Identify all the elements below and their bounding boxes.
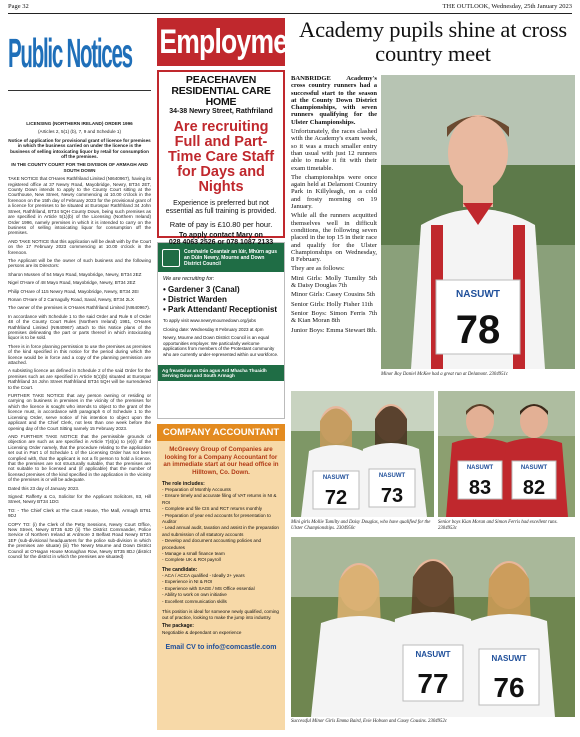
notice-paragraph: The Applicant will be the owner of such business and the following persons are its Directors: (8, 257, 151, 269)
bib-number: 76 (493, 672, 525, 703)
notice-title: LICENSING (NORTHERN IRELAND) ORDER 1996 (26, 121, 133, 126)
list-item: - Develop and document accounting policies and procedures (162, 538, 280, 551)
notice-paragraph: FURTHER TAKE NOTICE that any person owning or residing or carrying on business in premises in the vicinity of the premises for which the licence is sought who intends to object to the grant of the licence must, in accordance with paragraph 6 of Schedule 1 to the Licensing Order, serve notice of his intention to object upon the applicant and the Chief Clerk, not less than one week before the opening day of the Court Sitting namely 15 February 2023. (8, 393, 151, 431)
care-home-name: PEACEHAVEN RESIDENTIAL CARE HOME (159, 72, 283, 108)
accountant-intro: McGreevy Group of Companies are looking for a Company Accountant for an immediate start at our head office in Hilltown, Co. Down. (163, 446, 279, 476)
bib-brand: NASUWT (415, 650, 451, 659)
bib-number: 73 (380, 485, 404, 507)
package-text: Negotiable & dependant on experience (162, 630, 242, 636)
list-item: - ACA / ACCA qualified - Ideally 2+ years (162, 573, 280, 579)
photo-caption: Mini girls Mollie Tumilty and Daisy Douglas, who have qualified for the Ulster Championships. 2304950c (291, 520, 431, 531)
list-item: - Ensure timely and accurate filing of VAT returns in NI & ROI (162, 493, 280, 506)
council-equal: Newry, Mourne and Down District Council is an equal opportunities employer. We particularly welcome applications from members of the Protestant community who are currently under-represented within our workforce. (163, 335, 279, 357)
story-paragraph: Senior Boys: Simon Ferris 7th & Kian Moran 8th (291, 309, 377, 325)
accountant-ad (157, 424, 285, 730)
accountant-title: COMPANY ACCOUNTANT (157, 424, 285, 441)
public-notices-column (8, 18, 151, 730)
photo-minor-girls (291, 537, 575, 717)
council-header (158, 243, 284, 272)
story-paragraph: Junior Boys: Emma Stewart 8th. (291, 326, 377, 334)
story-paragraph: While all the runners acquitted themselves well in difficult conditions, the following seven placed in the top 15 in their race and qualify for the Ulster Championships on Wednesday, 8 February. (291, 212, 377, 264)
council-closing: Closing date: Wednesday 8 February 2023 at 4pm (163, 326, 264, 332)
public-notices-banner: Public Notices (8, 18, 153, 88)
list-item: - Experience with SAGE / MS Office essential (162, 586, 280, 592)
package-heading: The package: (162, 623, 194, 630)
list-item: - Experience in NI & ROI (162, 579, 280, 585)
photo-senior-boys (438, 391, 575, 517)
story-paragraph: Unfortunately, the races clashed with the Academy's exam week, so it was a much smaller entry than usual with just 12 runners able to make it fit with their exam timetable. (291, 128, 377, 172)
council-job-label: Gardener 3 (Canal) (168, 285, 240, 294)
council-job-label: District Warden (168, 295, 227, 304)
bib-brand: NASUWT (378, 473, 406, 479)
photo-minor-boy (381, 75, 575, 369)
bib-brand: NASUWT (322, 475, 350, 481)
roles-heading: The role includes: (162, 481, 205, 487)
notice-paragraph: Ronan O'Hare of 2 Carnagully Road, Saval, Newry, BT34 2LX (8, 296, 134, 302)
care-home-phones: 028 4063 2526 or 078 1087 2133 (168, 239, 274, 246)
list-item: - Preparation of year end accounts for presentation to Auditor (162, 513, 280, 526)
bib-number: 72 (324, 487, 348, 509)
notice-court: IN THE COUNTY COURT FOR THE DIVISION OF ARMAGH AND SOUTH DOWN (11, 162, 148, 173)
accountant-email: Email CV to info@comcastle.com (165, 643, 277, 651)
bib-brand: NASUWT (520, 465, 548, 471)
divider (8, 90, 151, 91)
notice-paragraph: In accordance with Schedule 1 to the said Order and Rule 6 of Order 48 of the County Court Rules (Northern Ireland) 1981, O'Hares Rathfriland Limited (NI640967) attach to this Notice plans of the premises delineating the part or parts thereof in which intoxicating liquor is to be sold. (8, 313, 151, 341)
notice-paragraph: Dated this 23 day of January 2023. (8, 485, 80, 491)
notice-paragraph: Philip O'Hare of 115 Newry Road, Mayobridge, Newry, BT34 2EI (8, 288, 139, 294)
employment-column (157, 18, 311, 730)
notice-paragraph: AND FURTHER TAKE NOTICE that the permissible grounds of objection are such as are specified in Article 7(4)(a) to (e)(i) of the Licensing Order namely, that the procedure relating to the application set out in Part 1 of Schedule 1 of the Licensing Order has not been complied with, that the applicant is not a fit person to hold a licence, that the premises are not structurally suitable, that the premises are not suitable to be licensed and (if applicable) that the number of licensed premises of the kind specified in the application in the vicinity of the premises is or will be adequate. (8, 433, 151, 483)
bib-number: 82 (522, 477, 546, 499)
care-home-rate: Rate of pay is £10.80 per hour. (169, 220, 273, 229)
notice-subtitle: (Articles 2, 5(1) (b), 7, 9 and Schedule 1) (38, 129, 121, 135)
story-paragraph: The championships were once again held at Delamont Country Park in Killyleagh, on a cold and frosty morning on 19 January. (291, 173, 377, 211)
council-apply: To apply visit www.newrymournedown.org/jobs (163, 318, 257, 323)
bib-number: 78 (455, 308, 501, 352)
list-item: - Manage a small finance team (162, 551, 280, 557)
page-number: Page 32 (8, 3, 29, 10)
council-footer: Ag freastal ar an Dún agus Ard Mhacha Thuaidh Serving Down and South Armagh (158, 365, 284, 381)
roles-list (162, 487, 280, 564)
council-job: • Gardener 3 (Canal) (163, 285, 240, 294)
notice-paragraph: There is in force planning permission to use the premises as premises of the kind specified in this notice for the period during which the licence would be in force and a copy of the planning permission are attached. (8, 343, 151, 366)
council-job-label: Park Attendant/ Receptionist (168, 305, 278, 314)
employment-banner (157, 18, 311, 66)
photo-minor-boy-illustration (381, 75, 575, 369)
council-ad (157, 242, 285, 419)
list-item: - Lead annual audit, taxation and assist in the preparation and submission of all statutory accounts (162, 525, 280, 538)
care-home-experience: Experience is preferred but not essential as full training is provided. (165, 200, 277, 215)
council-name: Comhairle Ceantair an Iúir, Mhúrn agus an Dúin Newry, Mourne and Down District Council (184, 248, 278, 267)
photo-mini-girls (291, 391, 434, 517)
photo-caption: Minor Boy Daniel McKee had a great run at Delamont. 2304951c (381, 372, 509, 377)
accountant-ideal: This position is ideal for someone newly qualified, coming out of practice, looking to make the jump into industry. (162, 608, 279, 620)
photo-minor-girls-illustration (291, 537, 575, 717)
bib-number: 83 (468, 477, 492, 499)
photo-senior-boys-illustration (438, 391, 575, 517)
paper-dateline: THE OUTLOOK, Wednesday, 25th January 2023 (442, 3, 572, 10)
story-paragraph: Mini Girls: Molly Tumilty 5th & Daisy Douglas 7th (291, 274, 377, 290)
photo-mini-girls-illustration (291, 391, 434, 517)
bib-brand: NASUWT (491, 654, 527, 663)
licensing-notice (8, 121, 151, 559)
notice-paragraph: COPY TO: (i) the Clerk of the Petty Sessions, Newry Court Office, New Street, Newry BT35 6JD (ii) The District Commander, Police Service of Northern Ireland at Ardmore 3 Belfast Road Newry BT34 1EF (sub-divisional headquarters for the police sub-division in which the premises are situate) (iii) The Newry Mourne and Down District Council at O'Hagan House Monaghan Row, Newry BT35 8DJ (district council for the district in which the premises are situated) (8, 521, 151, 560)
notice-paragraph: A subsisting licence as defined in Schedule 2 of the said Order for the premises such as are specified in Article 5(1)(b) situated at Eurospar Rathfriland 34 John Street Rathfriland BT34 5QH will be surrendered to the Court. (8, 368, 151, 390)
list-item: - Complete and file CIS and RCT returns monthly (162, 506, 280, 512)
bib-number: 77 (417, 668, 449, 699)
list-item: - Ability to work on own initiative (162, 592, 280, 598)
story-paragraph: Senior Girls: Holly Fisher 11th (291, 300, 373, 308)
list-item: - Preparation of Monthly Accounts (162, 487, 280, 493)
care-home-address: 34-38 Newry Street, Rathfriland (169, 108, 273, 115)
notice-paragraph: TAKE NOTICE that O'Hares Rathfriland Limited (NI640967), having its registered office at 37 Newry Road, Mayobridge, Newry, BT34 2ET, County Down intends to apply to the County Court sitting at the Courthouse, New Street, Newry commencing at 10.00 o'clock in the forenoon on the 15th day of February 2023 for the provisional grant of a licence for premises to be situated at Eurospar Rathfriland 34 John Street, Rathfriland, BT34 5QH County Down, being such premises as are specified in Article 5(1)(b) of the Licensing (Northern Ireland) Order 1996, namely premises in which it is intended to carry on the business of selling intoxicating liquor for consumption off the premises. (8, 176, 152, 236)
employment-banner-text: Employment (159, 23, 311, 61)
notice-paragraph: AND TAKE NOTICE that this application will be dealt with by the Court on the 17 February 2023 commencing at 10.00 o'clock in the forenoon. (8, 238, 151, 255)
list-item: - Excellent communication skills (162, 599, 280, 605)
notice-paragraph: TO: - The Chief Clerk at The Court House, The Mall, Armagh BT61 9DJ (8, 507, 151, 519)
candidate-heading: The candidate: (162, 566, 198, 573)
story-headline: Academy pupils shine at cross country meet (299, 17, 567, 66)
photo-caption: Senior boys Kian Moran and Simon Ferris had excellent runs. 2304953c (438, 520, 558, 531)
care-home-headline: Are recruiting Full and Part-Time Care Staff for Days and Nights (159, 117, 283, 198)
candidate-list (162, 573, 280, 605)
story-paragraph: They are as follows: (291, 265, 345, 273)
page-header (8, 3, 572, 14)
council-recruiting: We are recruiting for: (163, 276, 215, 282)
story-lead: BANBRIDGE Academy's cross country runners had a successful start to the season at the County Down District Championships, with seven runners qualifying for the Ulster Championships. (291, 75, 377, 126)
notice-paragraph: Sharon Mussen of 54 Mayo Road, Mayobridge, Newry, BT34 2EZ (8, 271, 142, 277)
notice-bold-lines: Notice of application for provisional grant of licence for premises in which the business carried on under the licence is the business of selling intoxicating liquor by retail for consumption off the premises. (8, 137, 151, 160)
care-home-ad (157, 70, 285, 246)
council-job: • District Warden (163, 295, 227, 304)
story-paragraph: Minor Girls: Casey Cousins 5th (291, 291, 375, 299)
notice-paragraph: Signed: Rafferty & Co, Solicitor for the Applicant Solicitors, 83, Hill Street, Newry BT34 1DG (8, 493, 151, 505)
photo-caption: Successful Minor Girls Emma Baird, Evie Hobson and Casey Cousins. 2304952c (291, 719, 447, 724)
story-body (291, 75, 377, 336)
story-column (291, 18, 575, 730)
bib-brand: NASUWT (466, 465, 494, 471)
list-item: - Complete UK & ROI payroll (162, 557, 280, 563)
council-logo-icon (162, 249, 180, 267)
notice-paragraph: Nigel O'Hare of 48 Mayo Road, Mayobridge, Newry, BT34 2EZ (8, 280, 136, 286)
bib-brand: NASUWT (456, 289, 500, 300)
notice-paragraph: The owner of the premises is O'Hares Rathfriland Limited (NI640967). (8, 305, 151, 311)
council-job: • Park Attendant/ Receptionist (163, 305, 278, 314)
care-home-apply: To apply contact Mary on (179, 232, 263, 239)
